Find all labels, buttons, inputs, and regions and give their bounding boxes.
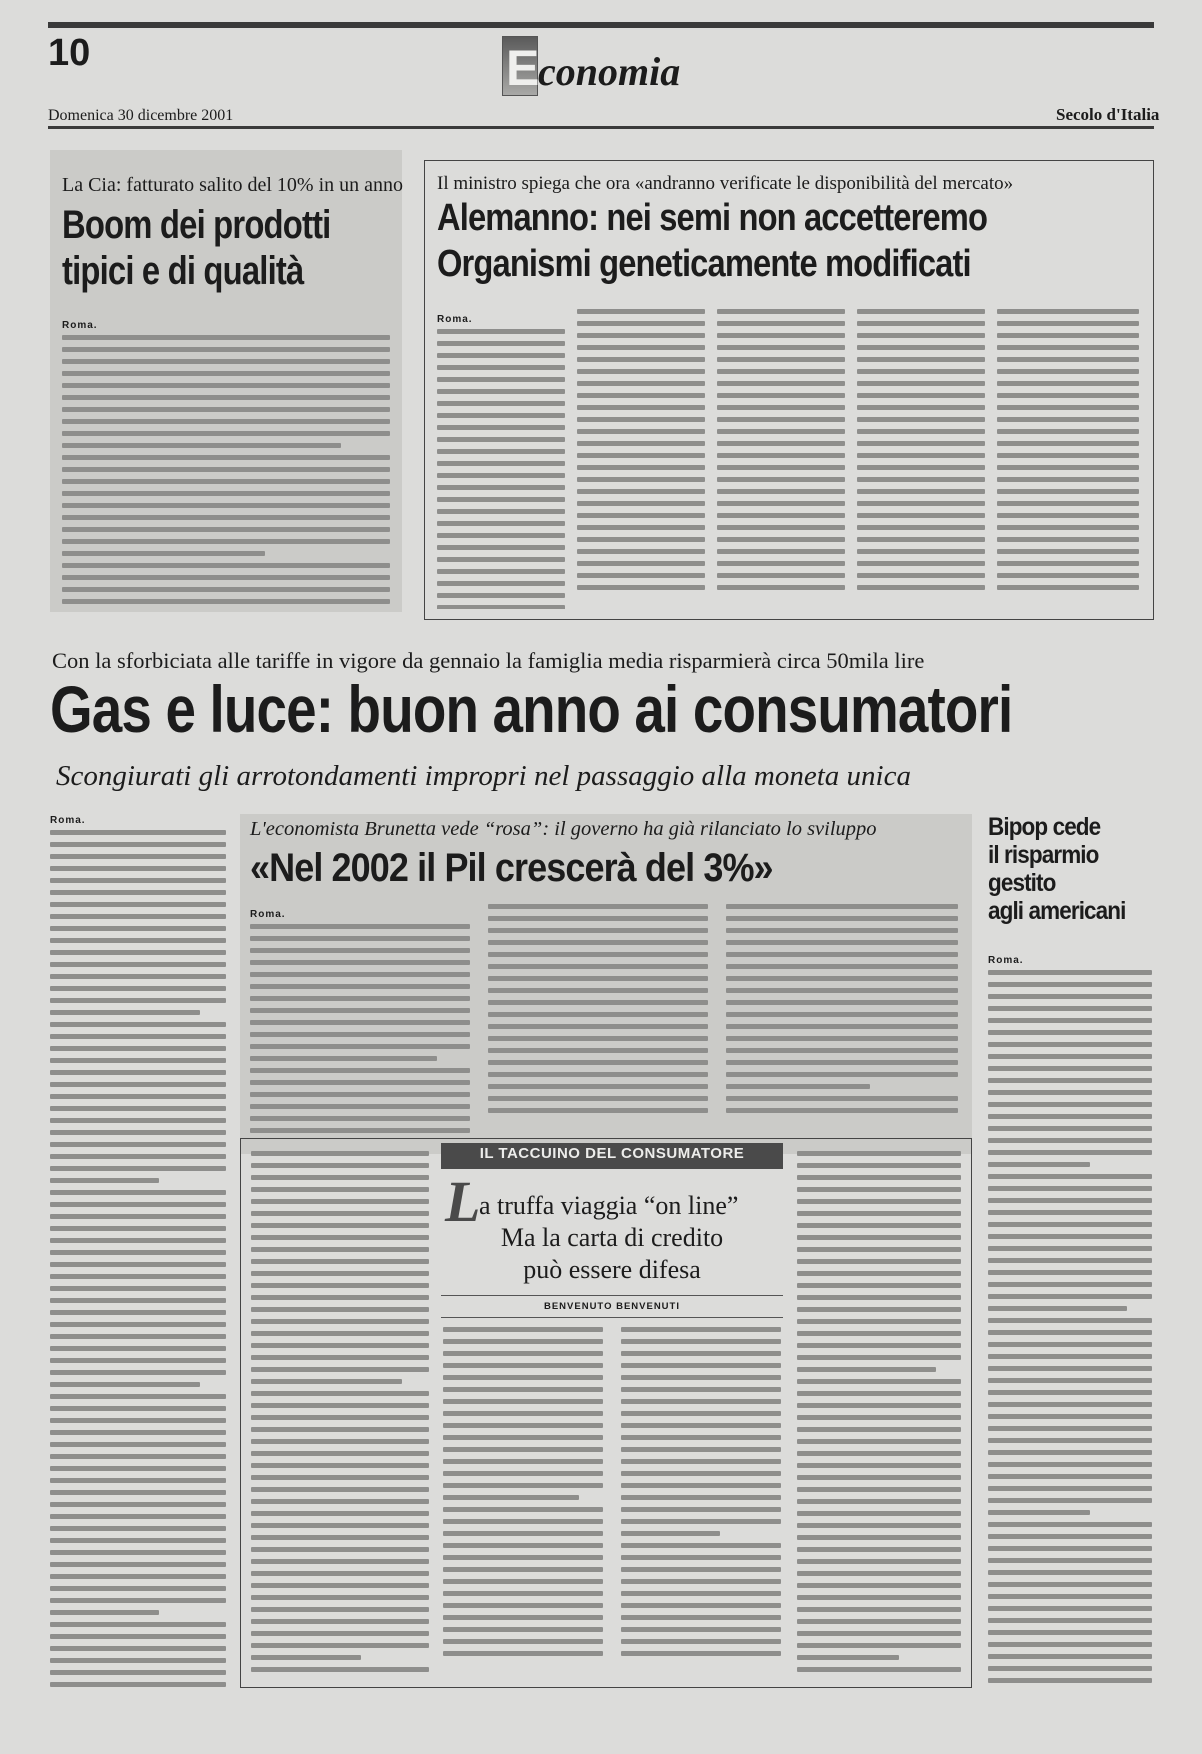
pil-col-3 [726, 904, 958, 1144]
taccuino-byline-rule-bottom [441, 1317, 783, 1318]
gas-subhead: Scongiurati gli arrotondamenti impropri nel passaggio alla moneta unica [56, 760, 911, 792]
alemanno-col-5 [997, 309, 1139, 609]
alemanno-col-4 [857, 309, 985, 609]
bipop-body [988, 950, 1152, 1690]
article-pil [240, 814, 972, 1154]
taccuino-box [240, 1138, 972, 1688]
article-alemanno [424, 160, 1154, 620]
article-cia [50, 150, 402, 612]
taccuino-byline-rule-top [441, 1295, 783, 1296]
alemanno-kicker: Il ministro spiega che ora «andranno verificate le disponibilità del mercato» [437, 173, 1014, 194]
section-initial-block [502, 36, 538, 96]
bipop-headline-2: il risparmio [988, 841, 1099, 869]
section-title: conomia [538, 49, 681, 94]
alemanno-col-3 [717, 309, 845, 609]
alemanno-headline-1: Alemanno: nei semi non accetteremo [437, 197, 988, 239]
page-number: 10 [48, 32, 91, 74]
taccuino-headline-1: a truffa viaggia “on line” [479, 1191, 739, 1220]
taccuino-headline-3: può essere difesa [523, 1255, 701, 1284]
gas-body [50, 810, 226, 1690]
bipop-dateline: Roma. [988, 955, 1024, 966]
cia-dateline: Roma. [62, 320, 98, 331]
alemanno-dateline: Roma. [437, 314, 473, 325]
article-bipop [986, 814, 1154, 1694]
alemanno-col-2 [577, 309, 705, 609]
pil-kicker: L'economista Brunetta vede “rosa”: il governo ha già rilanciato lo sviluppo [250, 818, 877, 840]
gas-dateline: Roma. [50, 815, 86, 826]
pil-dateline: Roma. [250, 909, 286, 920]
taccuino-byline: BENVENUTO BENVENUTI [543, 1301, 680, 1312]
paper-name: Secolo d'Italia [1056, 105, 1160, 124]
alemanno-col-1 [437, 309, 565, 609]
bipop-headline-3: gestito [988, 869, 1056, 897]
masthead-bottom-rule [48, 126, 1154, 129]
pil-col-2 [488, 904, 708, 1144]
masthead-top-rule [48, 22, 1154, 28]
cia-headline-2: tipici e di qualità [62, 249, 304, 293]
cia-headline-1: Boom dei prodotti [62, 203, 331, 247]
gas-kicker: Con la sforbiciata alle tariffe in vigore da gennaio la famiglia media risparmierà circa 50mila lire [52, 648, 925, 673]
section-initial: E [506, 40, 540, 96]
cia-body [62, 315, 390, 605]
taccuino-col-4 [797, 1151, 961, 1679]
pil-headline: «Nel 2002 il Pil crescerà del 3%» [250, 846, 773, 890]
alemanno-headline-2: Organismi geneticamente modificati [437, 243, 971, 285]
taccuino-headline-2: Ma la carta di credito [500, 1223, 724, 1252]
taccuino-banner: IL TACCUINO DEL CONSUMATORE [441, 1143, 783, 1165]
taccuino-col-2 [443, 1327, 603, 1679]
bipop-headline-4: agli americani [988, 897, 1126, 925]
taccuino-col-3 [621, 1327, 781, 1679]
cia-kicker: La Cia: fatturato salito del 10% in un anno [62, 174, 404, 196]
pil-col-1 [250, 904, 470, 1144]
gas-headline: Gas e luce: buon anno ai consumatori [50, 672, 1013, 746]
taccuino-col-1 [251, 1151, 429, 1679]
issue-date: Domenica 30 dicembre 2001 [48, 107, 234, 124]
taccuino-drop-cap: L [445, 1169, 481, 1234]
bipop-headline-1: Bipop cede [988, 813, 1101, 841]
taccuino-banner-rule [441, 1165, 783, 1169]
